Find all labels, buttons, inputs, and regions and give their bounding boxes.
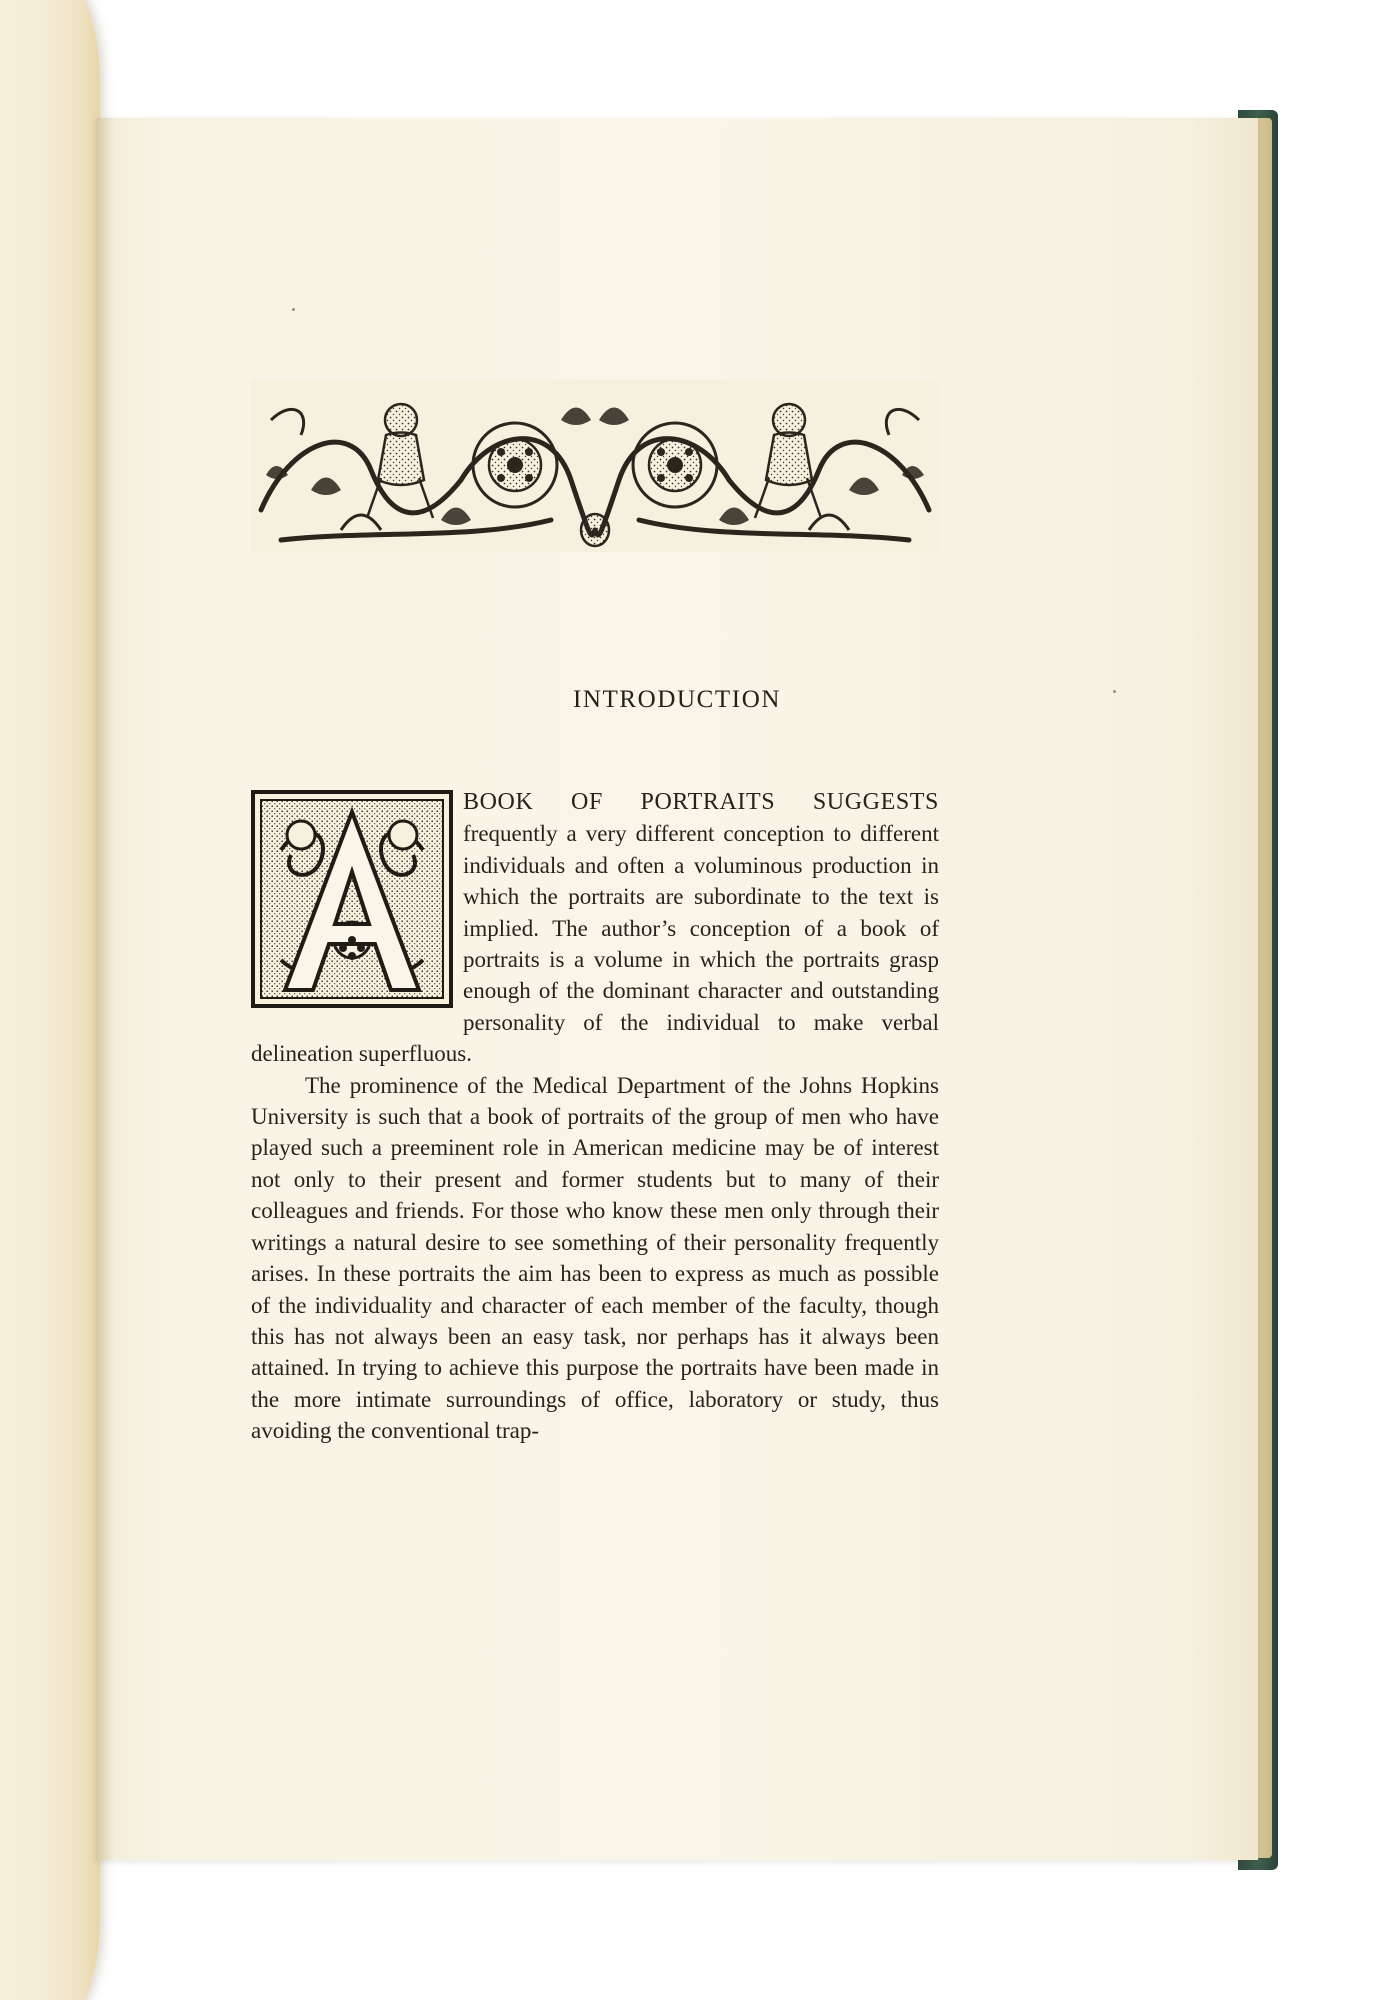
page-title: INTRODUCTION [572,686,782,713]
dropcap-a-icon [251,790,453,1008]
facing-page-edge [0,0,100,2000]
body-text [251,786,939,1447]
paragraph-2: The prominence of the Medical Department of the Johns Hopkins University is such that a book of portraits of the group of men who have played such a preeminent role in American medicine may be of interest not only to their present and former students but to many of their colleagues and friends. For those who know these men only through their writings a natural desire to see something of their personality frequently arises. In these portraits the aim has been to express as much as possible of the individuality and character of each member of the faculty, though this has not always been an easy task, nor perhaps has it always been attained. In trying to achieve this purpose the portraits have been made in the more intimate surroundings of office, laboratory or study, thus avoiding the conventional trap- [251,1072,939,1444]
paragraph-1-body: frequently a very different conception to different individuals and often a voluminous production in which the portraits are subordinate to the text is implied. The author’s conception of a book of portraits is a volume in which the portraits grasp enough of the dominant character and outstanding personality of the individual to make verbal delineation superfluous. [251,821,939,1067]
headpiece-ornament-icon [251,380,939,552]
gutter-shadow [96,118,114,1860]
paper-speck [292,308,295,311]
paragraph-1-lead: BOOK OF PORTRAITS SUGGESTS [463,789,939,815]
book-page [96,118,1258,1860]
